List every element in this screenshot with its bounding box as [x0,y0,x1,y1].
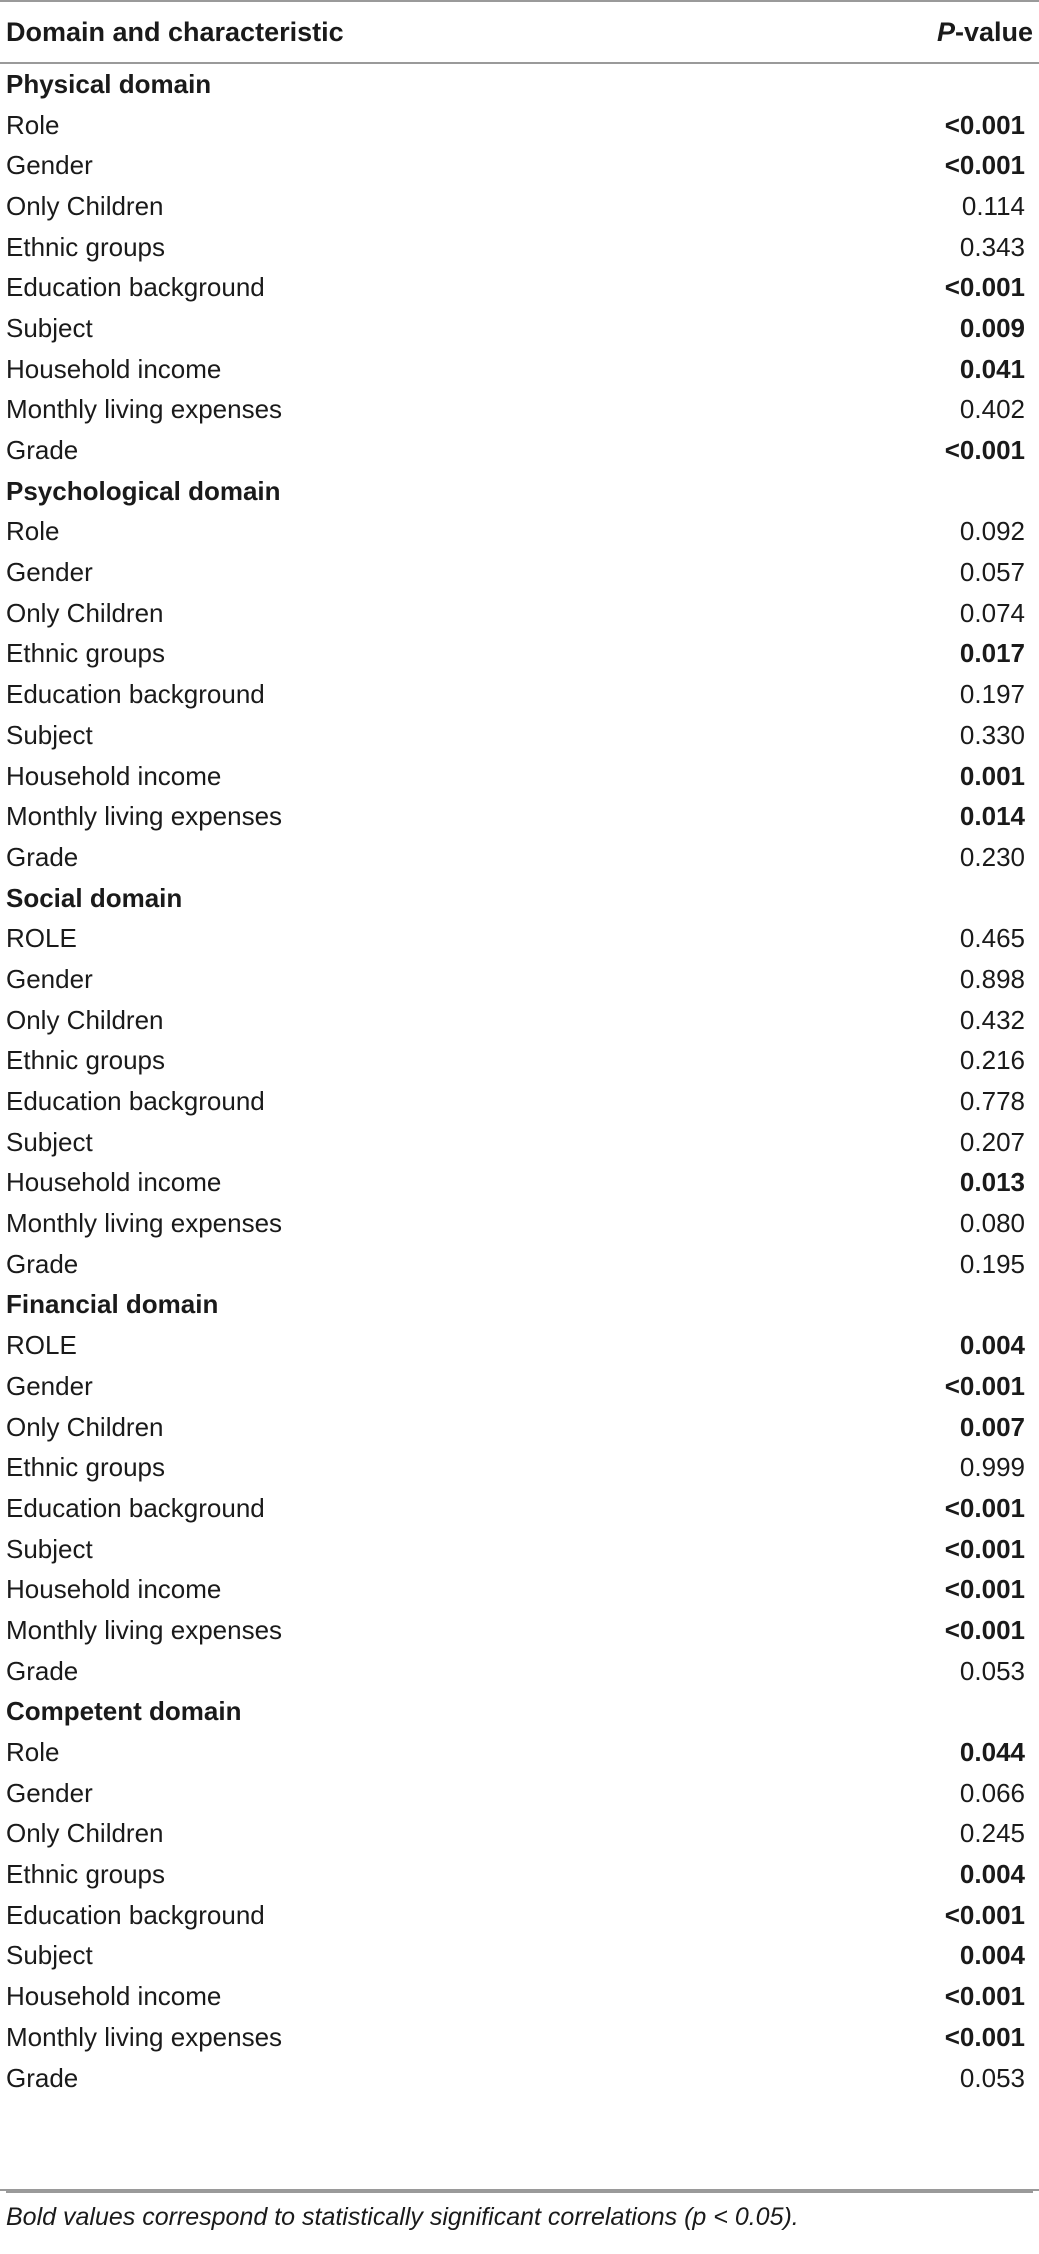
characteristic-cell: Subject [6,1126,93,1157]
significant-p-value-cell: <0.001 [944,1492,1025,1523]
significant-p-value-cell: <0.001 [944,1981,1025,2012]
p-value-cell: 0.778 [959,1086,1025,1117]
p-value-cell: 0.230 [959,841,1025,872]
characteristic-cell: Monthly living expenses [6,394,283,425]
significant-p-value-cell: 0.004 [959,1940,1025,1971]
table-row [0,837,1039,878]
characteristic-cell: Grade [6,1655,79,1686]
significant-p-value-cell: <0.001 [944,2021,1025,2052]
table-row [0,186,1039,227]
p-value-cell: 0.080 [959,1208,1025,1239]
characteristic-cell: Education background [6,272,265,303]
table-row [0,1325,1039,1366]
p-value-cell: 0.053 [959,1655,1025,1686]
section-header-row [0,1692,1039,1733]
significant-p-value-cell: <0.001 [944,435,1025,466]
table-row [0,1203,1039,1244]
table-row [0,227,1039,268]
p-value-cell: 0.114 [961,190,1025,221]
p-italic: P [936,16,955,47]
table-row [0,512,1039,553]
table-row [0,1041,1039,1082]
section-header-row [0,878,1039,919]
characteristic-cell: Household income [6,353,222,384]
p-value-cell: 0.197 [959,679,1025,710]
characteristic-cell: Grade [6,2062,79,2093]
table-row [0,634,1039,675]
table-row [0,1488,1039,1529]
characteristic-cell: Gender [6,150,93,181]
characteristic-cell: Only Children [6,1004,164,1035]
characteristic-cell: Education background [6,679,265,710]
table-row [0,1936,1039,1977]
section-title: Physical domain [6,68,212,99]
characteristic-cell: ROLE [6,1330,77,1361]
p-value-cell: 0.074 [959,597,1025,628]
table-row [0,1854,1039,1895]
table-row [0,267,1039,308]
table-row [0,674,1039,715]
characteristic-cell: Ethnic groups [6,1045,165,1076]
significant-p-value-cell: 0.014 [959,801,1025,832]
p-value-suffix: -value [954,16,1033,47]
characteristic-cell: Ethnic groups [6,1452,165,1483]
characteristic-cell: Ethnic groups [6,638,165,669]
p-value-cell: 0.245 [959,1818,1025,1849]
table-row [0,1976,1039,2017]
table-row [0,1122,1039,1163]
section-header-row [0,1285,1039,1326]
p-value-cell: 0.092 [959,516,1025,547]
characteristic-cell: Gender [6,963,93,994]
table-row [0,1814,1039,1855]
characteristic-cell: Only Children [6,1411,164,1442]
section-title: Social domain [6,882,183,913]
p-value-cell: 0.432 [959,1004,1025,1035]
significant-p-value-cell: 0.007 [959,1411,1025,1442]
table-row [0,430,1039,471]
column-header-characteristic: Domain and characteristic [0,1,780,63]
table-row [0,349,1039,390]
characteristic-cell: Monthly living expenses [6,801,283,832]
characteristic-cell: Role [6,516,60,547]
significant-p-value-cell: <0.001 [944,1614,1025,1645]
characteristic-cell: Subject [6,1940,93,1971]
table-row [0,796,1039,837]
characteristic-cell: Gender [6,1777,93,1808]
table-row [0,1407,1039,1448]
significant-p-value-cell: 0.004 [959,1859,1025,1890]
p-value-cell: 0.898 [959,963,1025,994]
characteristic-cell: Household income [6,1981,222,2012]
characteristic-cell: Grade [6,1248,79,1279]
table-row [0,1610,1039,1651]
characteristic-cell: Household income [6,1574,222,1605]
characteristic-cell: Monthly living expenses [6,1208,283,1239]
characteristic-cell: Only Children [6,597,164,628]
characteristic-cell: Household income [6,1167,222,1198]
table-row [0,105,1039,146]
significant-p-value-cell: <0.001 [944,150,1025,181]
significant-p-value-cell: 0.041 [959,353,1025,384]
table-row [0,2058,1039,2099]
p-value-cell: 0.207 [959,1126,1025,1157]
characteristic-cell: Monthly living expenses [6,1614,283,1645]
table-row [0,1081,1039,1122]
characteristic-cell: Monthly living expenses [6,2021,283,2052]
table-row [0,1163,1039,1204]
significant-p-value-cell: <0.001 [944,1533,1025,1564]
significant-p-value-cell: <0.001 [944,109,1025,140]
table-row [0,2017,1039,2058]
table-body [0,63,1039,2098]
table-row [0,552,1039,593]
characteristic-cell: Gender [6,1370,93,1401]
characteristic-cell: Ethnic groups [6,1859,165,1890]
characteristic-cell: Subject [6,312,93,343]
table-row [0,1244,1039,1285]
significant-p-value-cell: <0.001 [944,1370,1025,1401]
characteristic-cell: Gender [6,557,93,588]
characteristic-cell: Education background [6,1492,265,1523]
p-value-cell: 0.216 [959,1045,1025,1076]
section-title: Financial domain [6,1289,219,1320]
p-value-cell: 0.343 [959,231,1025,262]
table-row [0,1895,1039,1936]
table-row [0,145,1039,186]
table-row [0,1569,1039,1610]
p-value-cell: 0.465 [959,923,1025,954]
p-value-cell: 0.195 [959,1248,1025,1279]
p-value-cell: 0.057 [959,557,1025,588]
characteristic-cell: Only Children [6,1818,164,1849]
characteristic-cell: Subject [6,1533,93,1564]
characteristic-cell: Education background [6,1899,265,1930]
section-title: Psychological domain [6,475,281,506]
p-value-cell: 0.999 [959,1452,1025,1483]
significant-p-value-cell: 0.009 [959,312,1025,343]
characteristic-cell: Role [6,1737,60,1768]
characteristic-cell: Ethnic groups [6,231,165,262]
table-row [0,1447,1039,1488]
characteristic-cell: Subject [6,719,93,750]
significant-p-value-cell: <0.001 [944,272,1025,303]
significant-p-value-cell: 0.001 [959,760,1025,791]
characteristic-cell: Role [6,109,60,140]
table-row [0,715,1039,756]
table-row [0,1732,1039,1773]
table-row [0,1366,1039,1407]
characteristic-cell: Household income [6,760,222,791]
section-header-row [0,471,1039,512]
significant-p-value-cell: <0.001 [944,1574,1025,1605]
significant-p-value-cell: <0.001 [944,1899,1025,1930]
significant-p-value-cell: 0.013 [959,1167,1025,1198]
p-value-cell: 0.053 [959,2062,1025,2093]
characteristic-cell: Only Children [6,190,164,221]
characteristic-cell: Education background [6,1086,265,1117]
characteristic-cell: ROLE [6,923,77,954]
table-row [0,918,1039,959]
characteristic-cell: Grade [6,435,79,466]
table-row [0,1000,1039,1041]
column-header-p-value [780,1,1039,63]
table-row [0,390,1039,431]
table-row [0,1651,1039,1692]
table-row [0,308,1039,349]
section-title: Competent domain [6,1696,242,1727]
table-row [0,593,1039,634]
table-row [0,1529,1039,1570]
characteristic-cell: Grade [6,841,79,872]
significant-p-value-cell: 0.044 [959,1737,1025,1768]
table-row [0,1773,1039,1814]
p-value-cell: 0.330 [959,719,1025,750]
table-row [0,756,1039,797]
significant-p-value-cell: 0.004 [959,1330,1025,1361]
table-header-row [0,1,1039,63]
p-value-cell: 0.402 [959,394,1025,425]
section-header-row [0,63,1039,105]
table-footnote: Bold values correspond to statistically significant correlations (p < 0.05). [6,2191,1033,2232]
table-row [0,959,1039,1000]
p-value-cell: 0.066 [959,1777,1025,1808]
significant-p-value-cell: 0.017 [959,638,1025,669]
